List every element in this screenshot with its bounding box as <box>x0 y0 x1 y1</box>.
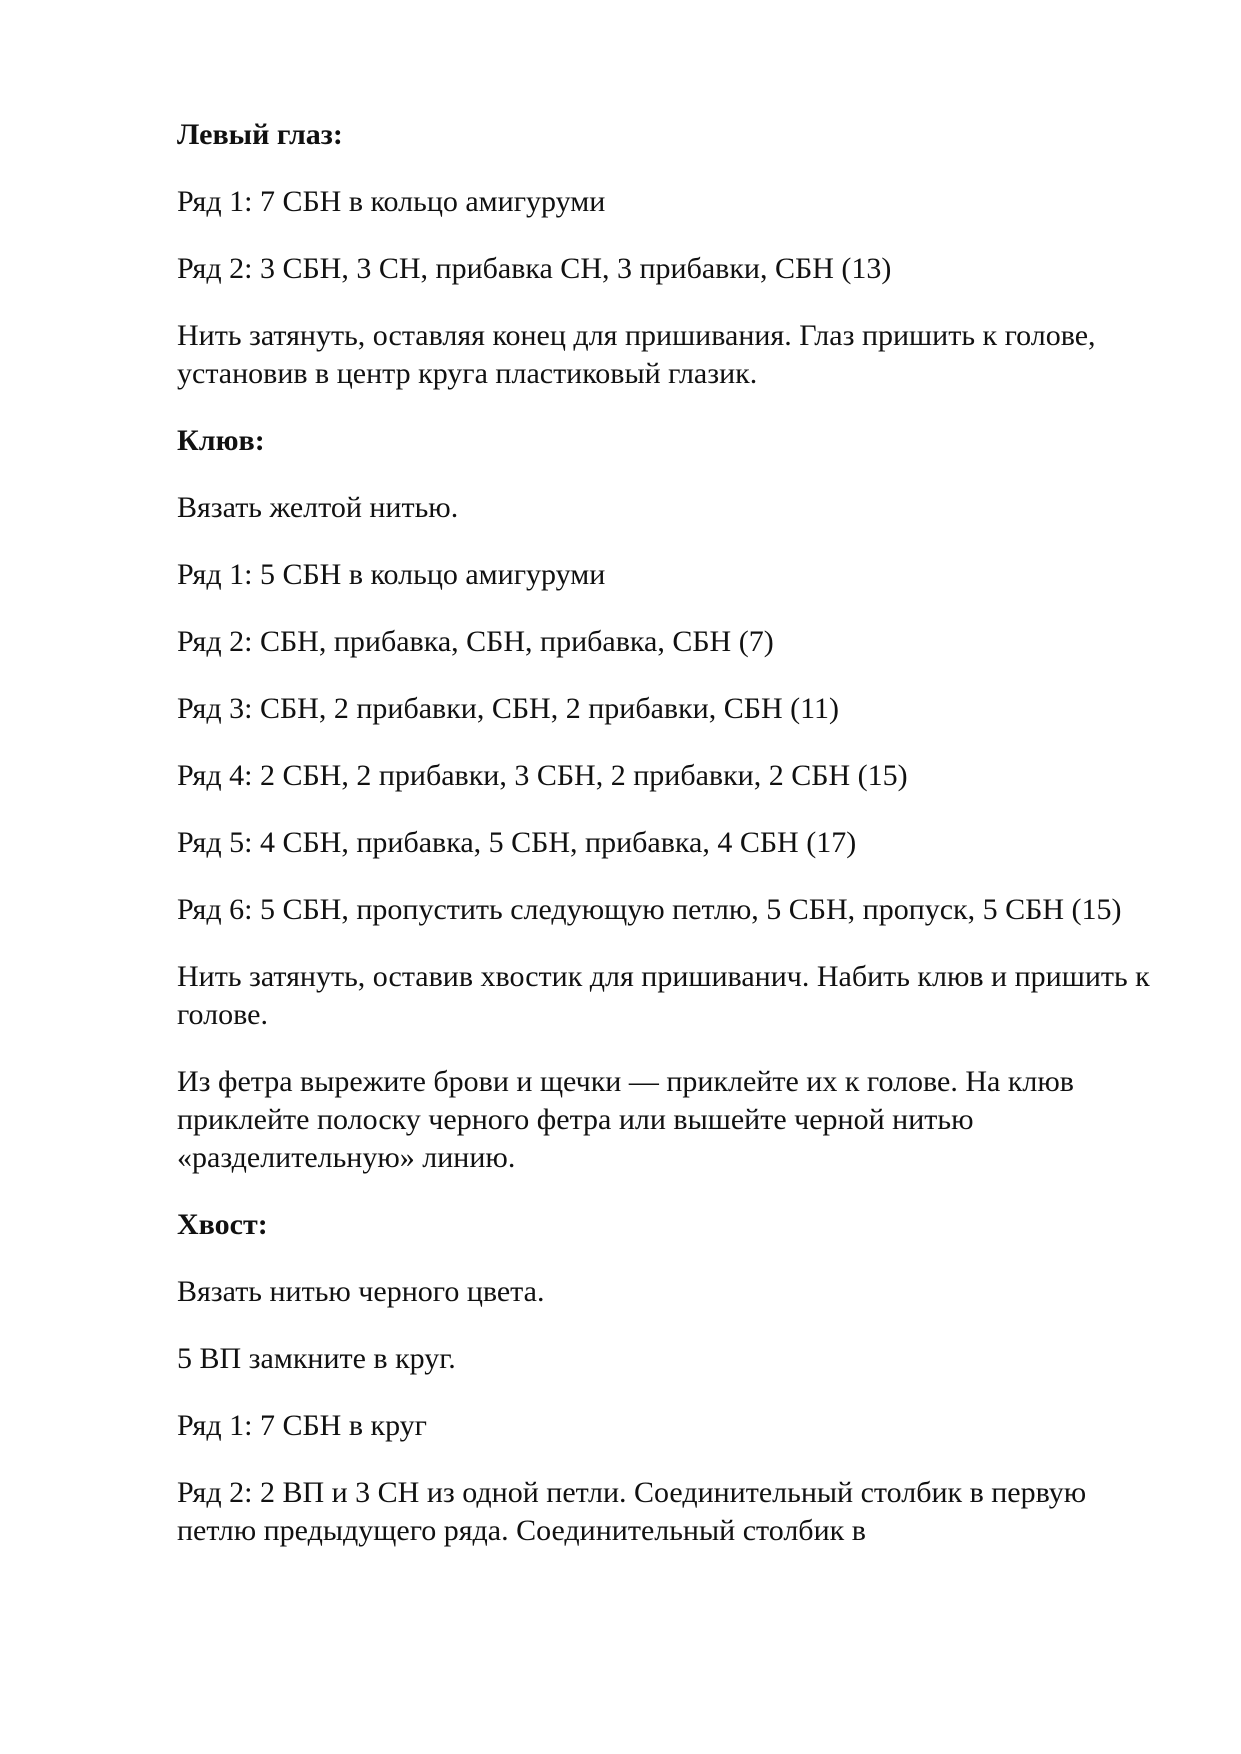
paragraph: Ряд 1: 7 СБН в кольцо амигуруми <box>177 185 606 218</box>
section-heading-beak: Клюв: <box>177 424 265 457</box>
document-body <box>177 116 1162 1579</box>
paragraph: Ряд 6: 5 СБН, пропустить следующую петлю, 5 СБН, пропуск, 5 СБН (15) <box>177 893 1122 926</box>
paragraph: Ряд 1: 5 СБН в кольцо амигуруми <box>177 558 606 591</box>
paragraph: 5 ВП замкните в круг. <box>177 1342 456 1375</box>
paragraph: Из фетра вырежите брови и щечки — приклейте их к голове. На клюв приклейте полоску черного фетра или вышейте черной нитью «разделительную» линию. <box>177 1065 1074 1174</box>
paragraph: Ряд 1: 7 СБН в круг <box>177 1409 427 1442</box>
paragraph: Ряд 5: 4 СБН, прибавка, 5 СБН, прибавка, 4 СБН (17) <box>177 826 857 859</box>
paragraph: Ряд 2: 2 ВП и 3 СН из одной петли. Соединительный столбик в первую петлю предыдущего ряда. Соединительный столбик в <box>177 1476 1087 1547</box>
paragraph: Вязать нитью черного цвета. <box>177 1275 545 1308</box>
paragraph: Нить затянуть, оставляя конец для пришивания. Глаз пришить к голове, установив в центр круга пластиковый глазик. <box>177 319 1096 390</box>
section-heading-tail: Хвост: <box>177 1208 268 1241</box>
paragraph: Ряд 3: СБН, 2 прибавки, СБН, 2 прибавки, СБН (11) <box>177 692 839 725</box>
paragraph: Ряд 2: 3 СБН, 3 СН, прибавка СН, 3 прибавки, СБН (13) <box>177 252 892 285</box>
paragraph: Ряд 2: СБН, прибавка, СБН, прибавка, СБН (7) <box>177 625 774 658</box>
paragraph: Вязать желтой нитью. <box>177 491 459 524</box>
paragraph: Нить затянуть, оставив хвостик для пришиванич. Набить клюв и пришить к голове. <box>177 960 1150 1031</box>
paragraph: Ряд 4: 2 СБН, 2 прибавки, 3 СБН, 2 прибавки, 2 СБН (15) <box>177 759 908 792</box>
section-heading-left-eye: Левый глаз: <box>177 118 343 151</box>
